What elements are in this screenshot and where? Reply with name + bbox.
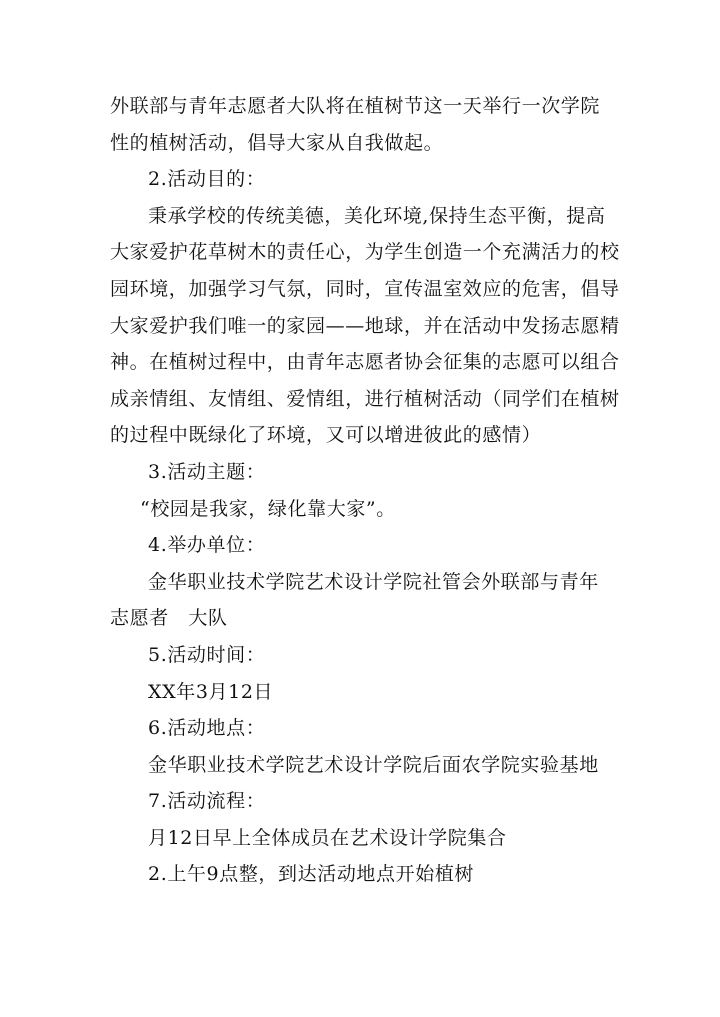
text-line: 秉承学校的传统美德，美化环境,保持生态平衡，提高 xyxy=(148,204,606,227)
text-line: 性的植树活动，倡导大家从自我做起。 xyxy=(110,131,444,154)
text-line: 神。在植树过程中，由青年志愿者协会征集的志愿可以组合 xyxy=(110,351,620,374)
section-heading-time: 5.活动时间： xyxy=(148,643,266,666)
section-heading-process: 7.活动流程： xyxy=(148,790,266,813)
event-location: 金华职业技术学院艺术设计学院后面农学院实验基地 xyxy=(148,753,599,776)
text-line: 大家爱护花草树木的责任心，为学生创造一个充满活力的校 xyxy=(110,241,620,264)
text-line: 成亲情组、友情组、爱情组，进行植树活动（同学们在植树 xyxy=(110,387,620,410)
text-line: 志愿者 大队 xyxy=(110,607,228,630)
event-date: XX年3月12日 xyxy=(148,680,274,703)
process-step: 月12日早上全体成员在艺术设计学院集合 xyxy=(148,826,507,849)
process-step: 2.上午9点整，到达活动地点开始植树 xyxy=(148,863,475,886)
document-body xyxy=(110,88,620,893)
text-line: 的过程中既绿化了环境，又可以增进彼此的感情） xyxy=(110,424,542,447)
section-heading-theme: 3.活动主题： xyxy=(148,460,266,483)
text-line: 园环境，加强学习气氛，同时，宣传温室效应的危害，倡导 xyxy=(110,277,620,300)
section-heading-location: 6.活动地点： xyxy=(148,717,266,740)
section-heading-purpose: 2.活动目的： xyxy=(148,168,266,191)
text-line: 大家爱护我们唯一的家园——地球，并在活动中发扬志愿精 xyxy=(110,314,620,337)
theme-slogan: “校园是我家，绿化靠大家”。 xyxy=(140,497,396,520)
section-heading-organizer: 4.举办单位： xyxy=(148,534,266,557)
text-line: 外联部与青年志愿者大队将在植树节这一天举行一次学院 xyxy=(110,95,601,117)
text-line: 金华职业技术学院艺术设计学院社管会外联部与青年 xyxy=(148,570,599,593)
